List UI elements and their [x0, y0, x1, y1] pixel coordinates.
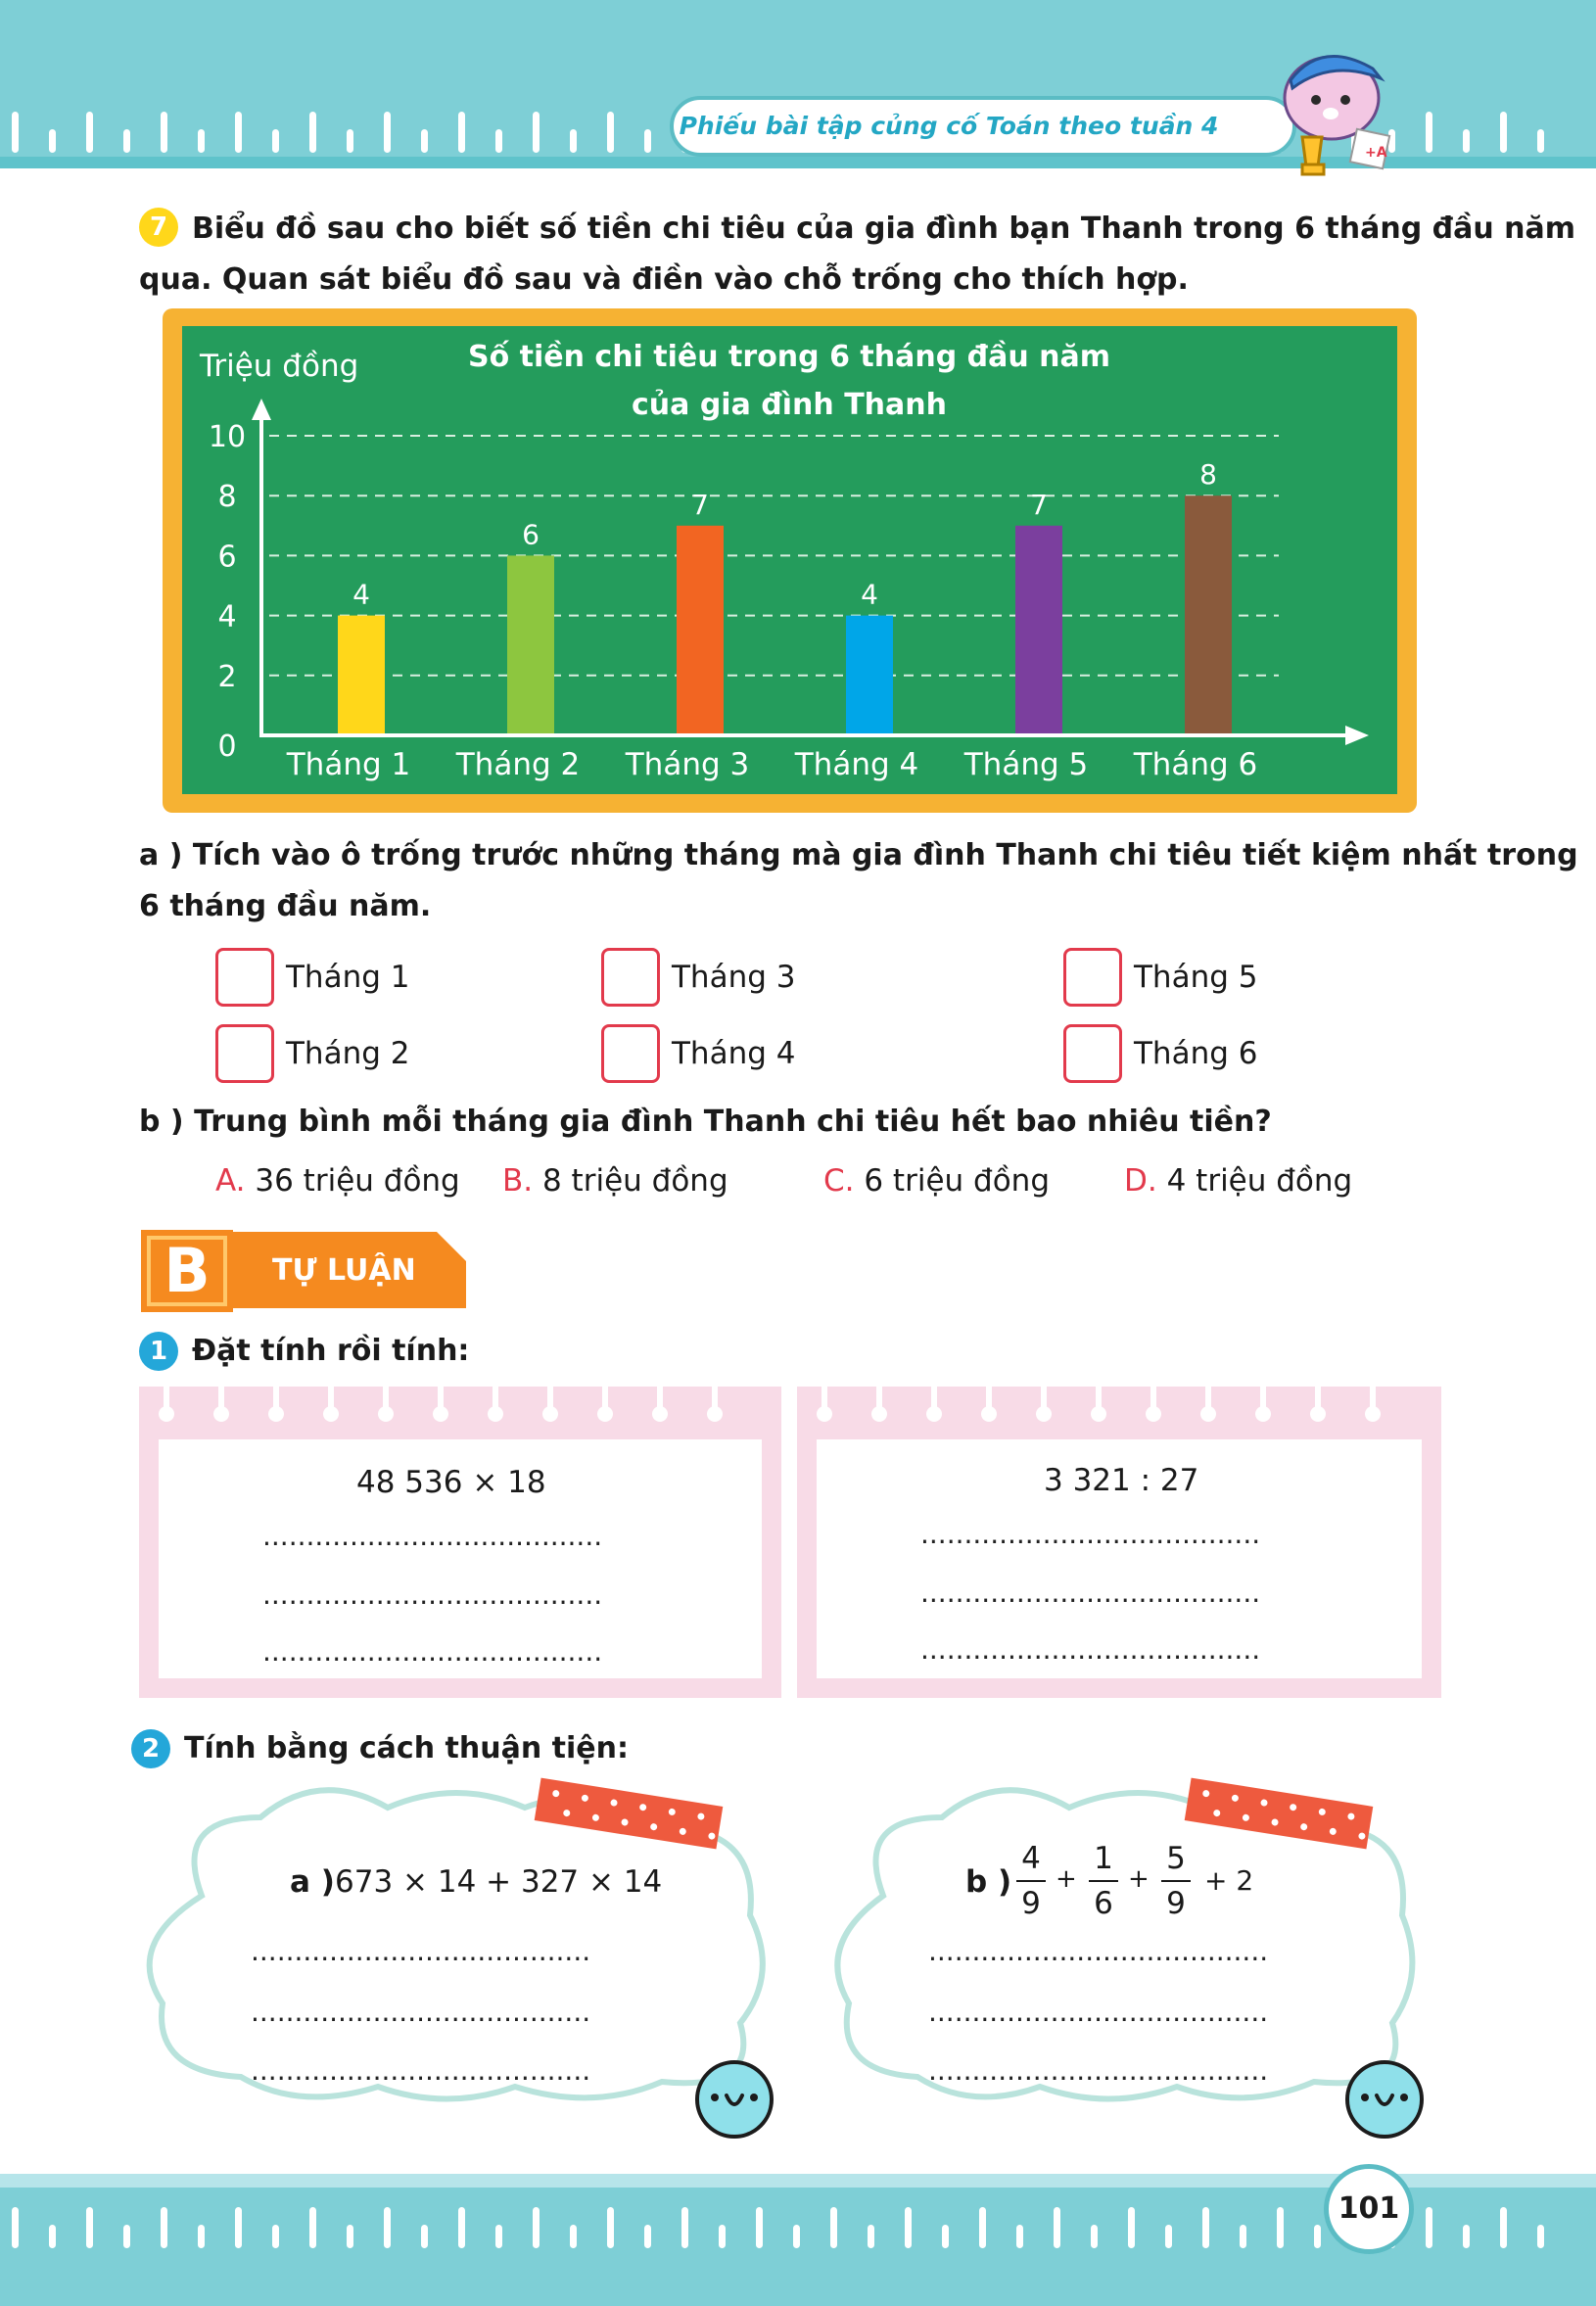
chart-y-tick-label: 6: [217, 540, 237, 575]
chart-y-tick-label: 10: [208, 420, 247, 454]
q1-left-dots-1[interactable]: .......................................: [262, 1520, 603, 1552]
ruler-tick: [272, 129, 279, 153]
chart-x-label-5: Tháng 5: [963, 747, 1089, 782]
q1-right-dots-2[interactable]: .......................................: [920, 1577, 1261, 1609]
checkbox-label-thang-6: Tháng 6: [1134, 1036, 1258, 1071]
ruler-tick: [495, 129, 502, 153]
question-7-line2: qua. Quan sát biểu đồ sau và điền vào chỗ trống cho thích hợp.: [139, 262, 1189, 297]
ruler-tick: [1537, 129, 1544, 153]
chart-y-tick-label: 0: [217, 729, 237, 764]
tape-dot: [697, 1812, 705, 1820]
checkbox-label-thang-5: Tháng 5: [1134, 960, 1258, 995]
q1-left-dots-3[interactable]: .......................................: [262, 1635, 603, 1668]
notepad-ring: [1096, 1383, 1102, 1416]
ruler-tick: [458, 112, 465, 153]
ruler-tick: [1500, 2207, 1507, 2248]
ruler-tick: [161, 2207, 167, 2248]
header-pill: [670, 96, 1296, 157]
q2-a-dots-2[interactable]: .......................................: [251, 1996, 591, 2028]
fraction-3-bar: [1161, 1880, 1191, 1882]
ruler-tick: [49, 129, 56, 153]
q1-right-dots-1[interactable]: .......................................: [920, 1518, 1261, 1550]
fraction-1: [1016, 1841, 1046, 1921]
ruler-tick: [533, 2207, 540, 2248]
ruler-tick: [570, 129, 577, 153]
notepad-ring: [1315, 1383, 1321, 1416]
ruler-tick: [1165, 2225, 1172, 2248]
ruler-tick: [1500, 112, 1507, 153]
ruler-tick: [1314, 2225, 1321, 2248]
ruler-tick: [1128, 2207, 1135, 2248]
notepad-ring: [1150, 1383, 1156, 1416]
fraction-3-numerator: 5: [1166, 1841, 1186, 1876]
q2-a-expression: 673 × 14 + 327 × 14: [335, 1864, 663, 1900]
q2-a-dots-1[interactable]: .......................................: [251, 1935, 591, 1967]
answer-a-letter: A.: [215, 1163, 246, 1199]
question-1-number: 1: [139, 1332, 178, 1371]
q1-left-expression: 48 536 × 18: [356, 1465, 546, 1500]
checkbox-label-thang-4: Tháng 4: [672, 1036, 796, 1071]
notepad-ring: [876, 1383, 882, 1416]
answer-c[interactable]: [823, 1163, 1050, 1199]
ruler-tick: [1426, 112, 1432, 153]
answer-a[interactable]: [215, 1163, 460, 1199]
notepad-ring: [438, 1383, 444, 1416]
operator-3: + 2: [1204, 1864, 1254, 1897]
answer-c-text: 6 triệu đồng: [864, 1163, 1050, 1199]
bar-chart: [182, 326, 1397, 794]
checkbox-label-thang-1: Tháng 1: [286, 960, 410, 995]
ruler-tick: [1240, 2225, 1246, 2248]
ruler-tick: [123, 129, 130, 153]
chart-value-label-6: 8: [1199, 458, 1217, 492]
question-7-line1: Biểu đồ sau cho biết số tiền chi tiêu của gia đình bạn Thanh trong 6 tháng đầu năm: [192, 212, 1576, 246]
q2-b-label: b ): [965, 1864, 1012, 1900]
mascot-icon: [1263, 39, 1400, 186]
ruler-tick: [235, 112, 242, 153]
fraction-2-denominator: 6: [1094, 1886, 1113, 1921]
answer-b-text: 8 triệu đồng: [541, 1163, 728, 1199]
notepad-ring: [328, 1383, 334, 1416]
part-a-line1: a ) Tích vào ô trống trước những tháng mà gia đình Thanh chi tiêu tiết kiệm nhất trong: [139, 838, 1578, 872]
ruler-tick: [1463, 129, 1470, 153]
checkbox-thang-4[interactable]: [601, 1024, 660, 1083]
chart-x-label-1: Tháng 1: [286, 747, 411, 782]
chart-gridlines: [269, 436, 1279, 676]
ruler-tick: [1426, 2207, 1432, 2248]
chart-value-label-3: 7: [691, 488, 709, 521]
chart-bar-6: [1185, 495, 1232, 735]
operator-2: +: [1128, 1864, 1150, 1894]
ruler-tick: [1016, 2225, 1023, 2248]
ruler-tick: [49, 2225, 56, 2248]
notepad-ring: [602, 1383, 608, 1416]
ruler-tick: [86, 2207, 93, 2248]
notepad-ring: [1041, 1383, 1047, 1416]
q2-b-dots-1[interactable]: .......................................: [928, 1935, 1269, 1967]
ruler-tick: [384, 112, 391, 153]
checkbox-thang-2[interactable]: [215, 1024, 274, 1083]
ruler-tick: [644, 2225, 651, 2248]
ruler-tick: [235, 2207, 242, 2248]
fraction-3-denominator: 9: [1166, 1886, 1186, 1921]
chart-value-label-2: 6: [522, 518, 540, 551]
ruler-tick: [905, 2207, 912, 2248]
ruler-tick: [1537, 2225, 1544, 2248]
notepad-ring: [1205, 1383, 1211, 1416]
ruler-tick: [12, 2207, 19, 2248]
chart-board: [182, 326, 1397, 794]
tape-dot: [650, 1823, 658, 1831]
ruler-tick: [123, 2225, 130, 2248]
section-b-title: TỰ LUẬN: [272, 1253, 416, 1288]
answer-c-letter: C.: [823, 1163, 855, 1199]
fraction-2-numerator: 1: [1094, 1841, 1113, 1876]
tape-dot: [1271, 1818, 1279, 1826]
tape-dot: [1290, 1804, 1297, 1812]
chart-x-label-6: Tháng 6: [1133, 747, 1258, 782]
tape-dot: [563, 1810, 571, 1817]
tape-dot: [610, 1799, 618, 1807]
checkbox-thang-5[interactable]: [1063, 948, 1122, 1007]
tape-dot: [581, 1794, 588, 1802]
tape-dot: [1318, 1808, 1326, 1815]
tape-dot: [1347, 1812, 1355, 1820]
checkbox-thang-3[interactable]: [601, 948, 660, 1007]
q2-b-dots-2[interactable]: .......................................: [928, 1996, 1269, 2028]
chart-x-label-4: Tháng 4: [794, 747, 919, 782]
q1-right-expression: 3 321 : 27: [1044, 1463, 1199, 1498]
tape-dot: [668, 1808, 676, 1815]
ruler-tick: [681, 2207, 688, 2248]
answer-d-letter: D.: [1124, 1163, 1157, 1199]
part-b-question: b ) Trung bình mỗi tháng gia đình Thanh chi tiêu hết bao nhiêu tiền?: [139, 1105, 1272, 1139]
tape-dot: [639, 1804, 647, 1812]
notepad-ring: [986, 1383, 992, 1416]
notepad-ring: [1370, 1383, 1376, 1416]
chart-y-arrow: [252, 399, 271, 420]
smiley-face-right-icon: [1345, 2060, 1424, 2139]
chart-y-label: Triệu đồng: [200, 349, 359, 384]
chart-bar-5: [1015, 526, 1062, 735]
ruler-tick: [793, 2225, 800, 2248]
notepad-ring: [1260, 1383, 1266, 1416]
chart-bar-2: [507, 555, 554, 735]
chart-value-labels: [352, 458, 1217, 610]
ruler-tick: [1463, 2225, 1470, 2248]
ruler-tick: [830, 2207, 837, 2248]
ruler-tick: [309, 2207, 316, 2248]
header-title: Phiếu bài tập củng cố Toán theo tuần 4: [679, 112, 1219, 140]
tape-dot: [1213, 1810, 1221, 1817]
notepad-ring: [931, 1383, 937, 1416]
ruler-tick: [719, 2225, 726, 2248]
chart-title-line2: của gia đình Thanh: [632, 388, 947, 422]
tape-dot: [1260, 1799, 1268, 1807]
chart-y-ticks: [209, 420, 246, 764]
ruler-tick: [12, 112, 19, 153]
ruler-tick: [421, 2225, 428, 2248]
ruler-tick: [347, 2225, 353, 2248]
chart-x-label-2: Tháng 2: [455, 747, 581, 782]
fraction-2-bar: [1089, 1880, 1118, 1882]
answer-b-letter: B.: [502, 1163, 534, 1199]
ruler-tick: [161, 112, 167, 153]
fraction-1-denominator: 9: [1021, 1886, 1041, 1921]
chart-value-label-5: 7: [1030, 488, 1048, 521]
ruler-tick: [198, 2225, 205, 2248]
checkbox-label-thang-2: Tháng 2: [286, 1036, 410, 1071]
q2-b-dots-3[interactable]: .......................................: [928, 2054, 1269, 2087]
tape-dot: [591, 1813, 599, 1821]
q2-a-dots-3[interactable]: .......................................: [251, 2054, 591, 2087]
ruler-tick: [868, 2225, 874, 2248]
tape-dot: [1329, 1827, 1337, 1835]
fraction-2: [1089, 1841, 1118, 1921]
ruler-tick: [644, 129, 651, 153]
part-a-line2: 6 tháng đầu năm.: [139, 889, 432, 923]
checkbox-thang-1[interactable]: [215, 948, 274, 1007]
q1-left-dots-2[interactable]: .......................................: [262, 1578, 603, 1611]
tape-dot: [708, 1832, 716, 1840]
ruler-tick: [495, 2225, 502, 2248]
tape-dot: [1358, 1832, 1366, 1840]
chart-y-tick-label: 4: [217, 599, 237, 635]
ruler-tick: [533, 112, 540, 153]
tape-dot: [1300, 1823, 1308, 1831]
chart-x-labels: [286, 747, 1257, 782]
notepad-ring: [657, 1383, 663, 1416]
notepad-ring: [821, 1383, 827, 1416]
chart-y-tick-label: 2: [217, 659, 237, 694]
ruler-tick: [1277, 2207, 1284, 2248]
tape-dot: [621, 1818, 629, 1826]
tape-dot: [1242, 1813, 1249, 1821]
answer-d[interactable]: [1124, 1163, 1352, 1199]
section-b-letter: B: [164, 1235, 211, 1306]
svg-text:+A: +A: [1365, 145, 1387, 161]
ruler-tick: [458, 2207, 465, 2248]
answer-d-text: 4 triệu đồng: [1166, 1163, 1353, 1199]
question-7-number: 7: [139, 208, 178, 247]
ruler-tick: [309, 112, 316, 153]
notepad-ring: [712, 1383, 718, 1416]
fraction-1-bar: [1016, 1880, 1046, 1882]
chart-bar-1: [338, 616, 385, 735]
chart-x-arrow: [1345, 726, 1369, 745]
chart-x-label-3: Tháng 3: [625, 747, 750, 782]
ruler-tick: [198, 129, 205, 153]
operator-1: +: [1056, 1864, 1077, 1894]
checkbox-label-thang-3: Tháng 3: [672, 960, 796, 995]
notepad-ring: [273, 1383, 279, 1416]
ruler-tick: [1091, 2225, 1098, 2248]
ruler-tick: [86, 112, 93, 153]
chart-value-label-4: 4: [861, 578, 878, 611]
chart-bar-3: [677, 526, 724, 735]
chart-title-line1: Số tiền chi tiêu trong 6 tháng đầu năm: [467, 340, 1111, 374]
ruler-tick: [756, 2207, 763, 2248]
tape-dot: [1202, 1790, 1210, 1798]
chart-bar-4: [846, 616, 893, 735]
page-number: 101: [1338, 2191, 1400, 2226]
fraction-3: [1161, 1841, 1191, 1921]
question-2-number: 2: [131, 1729, 170, 1768]
chart-y-tick-label: 8: [217, 480, 237, 515]
notepad-ring: [493, 1383, 498, 1416]
ruler-tick: [384, 2207, 391, 2248]
q1-right-dots-3[interactable]: .......................................: [920, 1633, 1261, 1666]
ruler-tick: [272, 2225, 279, 2248]
question-2-title: Tính bằng cách thuận tiện:: [184, 1731, 629, 1765]
ruler-tick: [347, 129, 353, 153]
notepad-ring: [164, 1383, 169, 1416]
tape-dot: [679, 1827, 686, 1835]
notepad-ring: [383, 1383, 389, 1416]
chart-value-label-1: 4: [352, 578, 370, 611]
ruler-tick: [607, 2207, 614, 2248]
notepad-ring: [547, 1383, 553, 1416]
question-1-title: Đặt tính rồi tính:: [192, 1334, 470, 1368]
ruler-tick: [607, 112, 614, 153]
answer-a-text: 36 triệu đồng: [255, 1163, 460, 1199]
ruler-tick: [421, 129, 428, 153]
q2-a-label: a ): [290, 1864, 335, 1900]
ruler-tick: [1054, 2207, 1060, 2248]
ruler-tick: [979, 2207, 986, 2248]
fraction-1-numerator: 4: [1021, 1841, 1041, 1876]
tape-dot: [1231, 1794, 1239, 1802]
ruler-tick: [570, 2225, 577, 2248]
ruler-tick: [1202, 2207, 1209, 2248]
ruler-tick: [942, 2225, 949, 2248]
answer-b[interactable]: [502, 1163, 728, 1199]
smiley-face-left-icon: [695, 2060, 774, 2139]
tape-dot: [552, 1790, 560, 1798]
notepad-ring: [218, 1383, 224, 1416]
checkbox-thang-6[interactable]: [1063, 1024, 1122, 1083]
